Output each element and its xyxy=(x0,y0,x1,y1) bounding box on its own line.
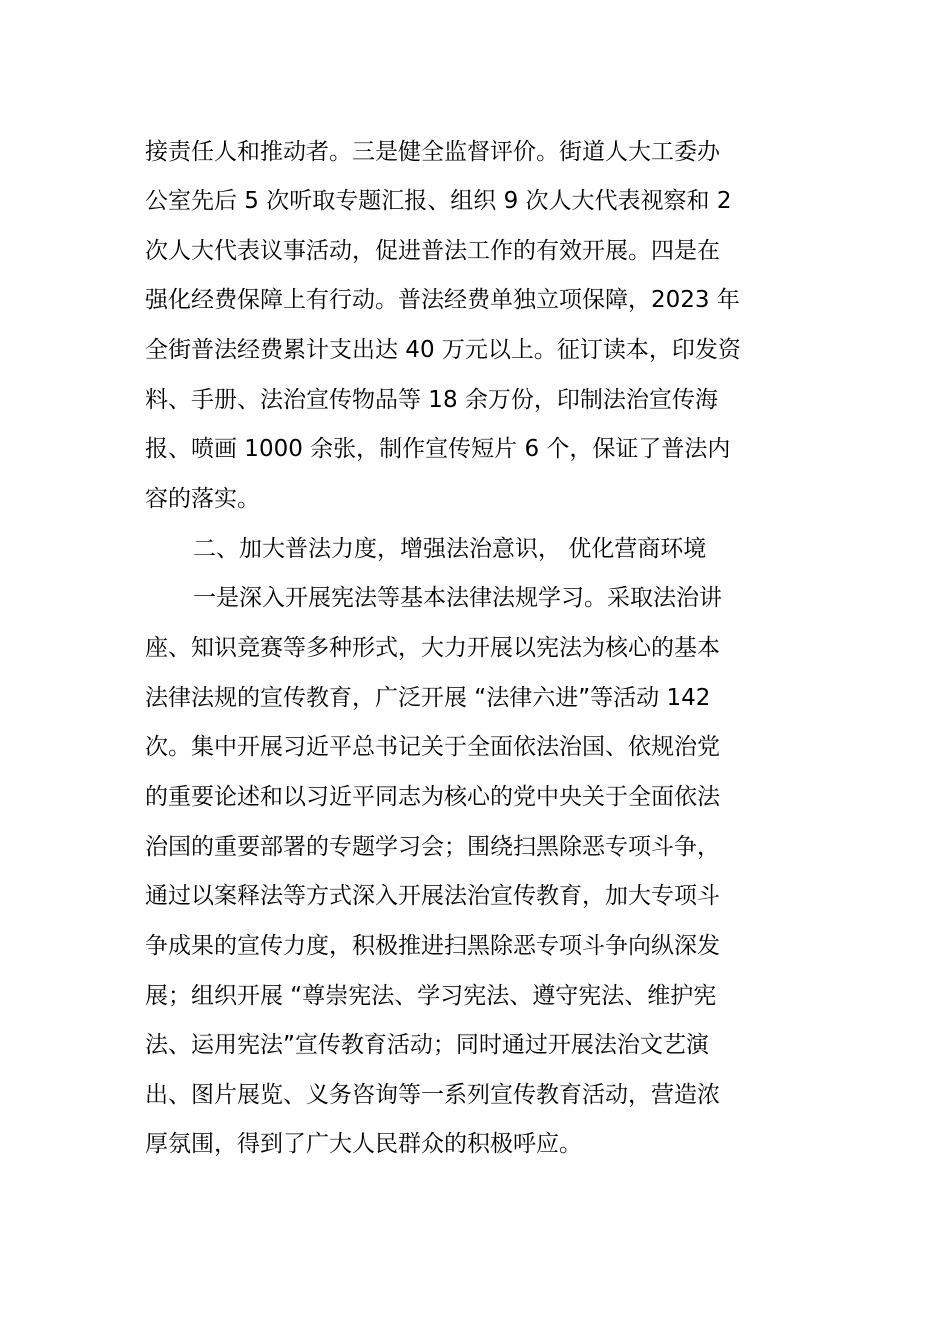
text-line: 出、图片展览、义务咨询等一系列宣传教育活动，营造浓 xyxy=(145,1082,720,1108)
text-line: 次人大代表议事活动，促进普法工作的有效开展。四是在 xyxy=(145,238,720,264)
text-line: 接责任人和推动者。三是健全监督评价。街道人大工委办 xyxy=(145,139,720,165)
text-line: 全街普法经费累计支出达 40 万元以上。征订读本，印发资 xyxy=(145,337,741,363)
text-line: 争成果的宣传力度，积极推进扫黑除恶专项斗争向纵深发 xyxy=(145,933,720,959)
text-line: 次。集中开展习近平总书记关于全面依法治国、依规治党 xyxy=(145,734,720,760)
text-line: 容的落实。 xyxy=(145,486,260,512)
text-line: 展；组织开展 “尊崇宪法、学习宪法、遵守宪法、维护宪 xyxy=(145,983,717,1009)
text-line: 强化经费保障上有行动。普法经费单独立项保障，2023 年 xyxy=(145,287,740,313)
text-line: 治国的重要部署的专题学习会；围绕扫黑除恶专项斗争， xyxy=(145,834,720,860)
text-line: 法、运用宪法”宣传教育活动；同时通过开展法治文艺演 xyxy=(145,1032,709,1058)
text-line: 报、喷画 1000 余张，制作宣传短片 6 个，保证了普法内 xyxy=(145,436,731,462)
text-line: 法律法规的宣传教育，广泛开展 “法律六进”等活动 142 xyxy=(145,685,711,711)
text-line: 厚氛围，得到了广大人民群众的积极呼应。 xyxy=(145,1131,582,1157)
text-line: 的重要论述和以习近平同志为核心的党中央关于全面依法 xyxy=(145,784,720,810)
text-line: 公室先后 5 次听取专题汇报、组织 9 次人大代表视察和 2 xyxy=(145,188,732,214)
section-heading: 二、加大普法力度，增强法治意识， 优化营商环境 xyxy=(193,536,707,562)
text-line: 座、知识竞赛等多种形式，大力开展以宪法为核心的基本 xyxy=(145,635,720,661)
text-line: 一是深入开展宪法等基本法律法规学习。采取法治讲 xyxy=(193,585,722,611)
text-line: 料、手册、法治宣传物品等 18 余万份，印制法治宣传海 xyxy=(145,387,718,413)
text-line: 通过以案释法等方式深入开展法治宣传教育，加大专项斗 xyxy=(145,883,720,909)
